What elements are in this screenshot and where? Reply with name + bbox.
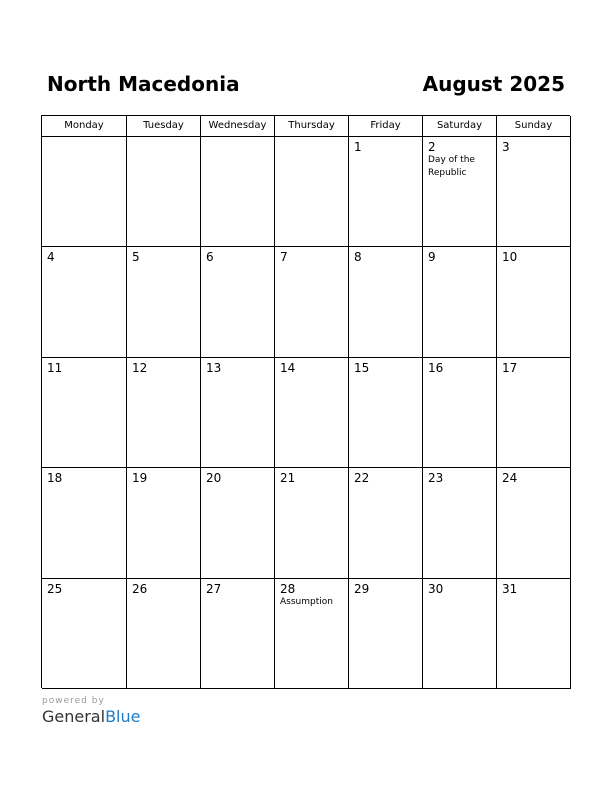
day-number: 22 <box>354 471 370 486</box>
day-number: 8 <box>354 250 362 265</box>
day-cell <box>497 137 571 247</box>
day-cell <box>127 247 201 357</box>
day-number: 27 <box>206 581 222 596</box>
day-number: 30 <box>428 581 444 596</box>
weekday-header-monday: Monday <box>42 116 127 137</box>
day-number: 9 <box>428 250 436 265</box>
brand-blue-text: Blue <box>105 707 141 726</box>
day-number: 23 <box>428 471 444 486</box>
day-number: 10 <box>502 250 518 265</box>
calendar-grid <box>41 115 570 688</box>
day-number: 2 <box>428 140 436 154</box>
day-cell <box>349 358 423 468</box>
day-cell <box>201 137 275 247</box>
day-number: 24 <box>502 471 518 486</box>
day-number: 19 <box>132 471 148 486</box>
day-number: 18 <box>47 471 63 486</box>
day-number: 1 <box>354 140 362 154</box>
day-cell <box>423 358 497 468</box>
day-number: 15 <box>354 360 370 375</box>
day-cell <box>423 247 497 357</box>
weekday-header-wednesday: Wednesday <box>201 116 275 137</box>
day-cell <box>423 137 497 247</box>
weekday-header-sunday: Sunday <box>497 116 571 137</box>
country-title: North Macedonia <box>47 72 240 96</box>
day-cell <box>201 247 275 357</box>
day-cell <box>42 579 127 689</box>
day-cell <box>497 358 571 468</box>
day-cell <box>275 247 349 357</box>
day-cell <box>127 358 201 468</box>
day-number: 5 <box>132 250 140 265</box>
day-cell <box>423 579 497 689</box>
day-cell <box>42 247 127 357</box>
day-number: 20 <box>206 471 222 486</box>
day-cell <box>127 468 201 578</box>
generalblue-logo[interactable] <box>42 707 140 727</box>
day-number: 17 <box>502 360 518 375</box>
day-number: 3 <box>502 140 510 154</box>
day-cell <box>201 579 275 689</box>
weekday-header-friday: Friday <box>349 116 423 137</box>
day-cell <box>423 468 497 578</box>
day-number: 25 <box>47 581 63 596</box>
footer-branding <box>42 696 140 727</box>
weekday-header-saturday: Saturday <box>423 116 497 137</box>
day-number: 28 <box>280 581 296 596</box>
day-number: 7 <box>280 250 288 265</box>
day-number: 13 <box>206 360 222 375</box>
day-cell <box>497 579 571 689</box>
day-number: 6 <box>206 250 214 265</box>
day-number: 11 <box>47 360 63 375</box>
weekday-header-tuesday: Tuesday <box>127 116 201 137</box>
day-number: 21 <box>280 471 296 486</box>
day-cell <box>275 137 349 247</box>
day-cell <box>201 468 275 578</box>
day-number: 4 <box>47 250 55 265</box>
day-cell <box>349 247 423 357</box>
holiday-label: Assumption <box>280 596 333 607</box>
day-cell <box>201 358 275 468</box>
day-cell <box>275 579 349 689</box>
holiday-label: Day of the Republic <box>428 155 475 178</box>
day-cell <box>42 358 127 468</box>
month-year-title: August 2025 <box>422 72 565 96</box>
day-cell <box>127 579 201 689</box>
day-cell <box>42 468 127 578</box>
day-number: 29 <box>354 581 370 596</box>
day-cell <box>349 468 423 578</box>
day-cell <box>497 247 571 357</box>
day-cell <box>275 468 349 578</box>
day-cell <box>349 137 423 247</box>
day-number: 26 <box>132 581 148 596</box>
day-cell <box>349 579 423 689</box>
day-number: 31 <box>502 581 518 596</box>
day-cell <box>42 137 127 247</box>
day-cell <box>127 137 201 247</box>
brand-general-text: General <box>42 707 106 726</box>
day-number: 12 <box>132 360 148 375</box>
day-cell <box>275 358 349 468</box>
weekday-header-thursday: Thursday <box>275 116 349 137</box>
powered-by-label: powered by <box>42 696 105 706</box>
day-cell <box>497 468 571 578</box>
day-number: 16 <box>428 360 444 375</box>
day-number: 14 <box>280 360 296 375</box>
